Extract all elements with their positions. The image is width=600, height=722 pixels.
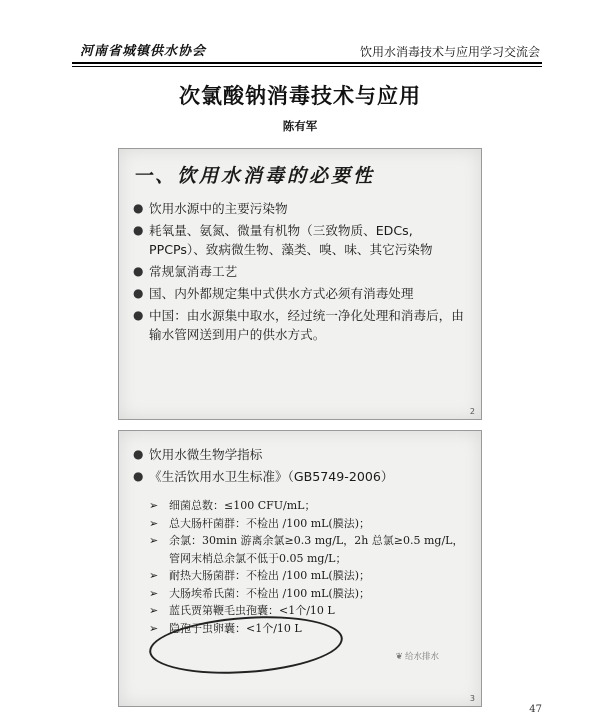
arrow-icon: ➢ [149, 621, 159, 635]
bullet-item: ● 中国：由水源集中取水，经过统一净化处理和消毒后，由输水管网送到用户的供水方式。 [133, 308, 464, 342]
wechat-icon: ❦ [395, 652, 403, 662]
page-number: 47 [529, 704, 542, 715]
arrow-icon: ➢ [149, 604, 159, 617]
bullet-icon: ● [133, 447, 144, 461]
indicator-item: ➢ 隐孢子虫卵囊：<1个/10 L [147, 620, 471, 638]
indicator-item: ➢ 蓝氏贾第鞭毛虫孢囊：<1个/10 L [147, 602, 471, 620]
conference-name: 饮用水消毒技术与应用学习交流会 [359, 45, 540, 59]
bullet-icon: ● [133, 201, 144, 215]
slide-heading: 一、饮用水消毒的必要性 [133, 165, 376, 187]
indicator-item: ➢ 余氯：30min 游离余氯≥0.3 mg/L，2h 总氯≥0.5 mg/L，管网末梢总余氯不低于0.05 mg/L； [149, 534, 464, 565]
bullet-icon: ● [133, 223, 144, 237]
bullet-item: ● 耗氧量、氨氮、微量有机物（三致物质、EDCs, PPCPs）、致病微生物、藻类、嗅、味、其它污染物 [133, 223, 433, 257]
association-name: 河南省城镇供水协会 [80, 44, 207, 59]
arrow-icon: ➢ [149, 586, 159, 600]
slide-bullet-list [129, 445, 469, 486]
standard-indicator-list [147, 497, 471, 637]
slide-microbiology [118, 430, 482, 707]
slide-number: 3 [469, 694, 475, 703]
watermark: ❦ 给水排水 [395, 652, 439, 662]
bullet-item: ● 饮用水源中的主要污染物 [133, 201, 288, 216]
arrow-icon: ➢ [149, 569, 159, 582]
slide-necessity [118, 148, 482, 420]
bullet-icon: ● [133, 469, 144, 483]
slide-number: 2 [469, 407, 475, 416]
bullet-item: ● 国、内外都规定集中式供水方式必须有消毒处理 [133, 286, 414, 301]
header-rule-thin [72, 66, 542, 67]
indicator-item: ➢ 耐热大肠菌群：不检出 /100 mL(膜法)； [147, 567, 471, 585]
author-name: 陈有军 [282, 119, 318, 133]
bullet-icon: ● [133, 286, 144, 300]
bullet-icon: ● [133, 308, 144, 322]
indicator-item: ➢ 细菌总数：≤100 CFU/mL； [147, 497, 471, 515]
indicator-item: ➢ 总大肠杆菌群：不检出 /100 mL(膜法)； [147, 515, 471, 533]
bullet-item: ● 饮用水微生物学指标 [133, 447, 263, 462]
indicator-item: ➢ 大肠埃希氏菌：不检出 /100 mL(膜法)； [147, 585, 471, 603]
arrow-icon: ➢ [149, 534, 159, 547]
bullet-item: ● 《生活饮用水卫生标准》（GB5749-2006） [133, 469, 394, 484]
paper-title: 次氯酸钠消毒技术与应用 [179, 83, 421, 108]
bullet-item: ● 常规氯消毒工艺 [133, 264, 238, 279]
bullet-icon: ● [133, 264, 144, 278]
arrow-icon: ➢ [149, 516, 159, 530]
slide-bullet-list [129, 199, 469, 344]
header-rule-thick [72, 62, 542, 64]
arrow-icon: ➢ [149, 499, 159, 512]
